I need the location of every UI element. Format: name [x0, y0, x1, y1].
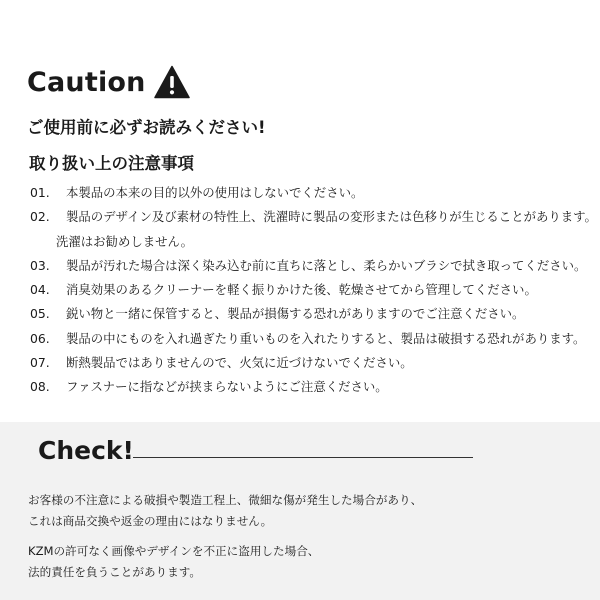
item-text: 本製品の本来の目的以外の使用はしないでください。 [66, 185, 364, 200]
read-before-use-notice: ご使用前に必ずお読みください! [27, 118, 266, 137]
item-number: 08. [30, 379, 50, 395]
item-number: 07. [30, 355, 50, 371]
copyright-notice [28, 541, 319, 583]
handling-precautions-title: 取り扱い上の注意事項 [29, 154, 194, 173]
item-text: 鋭い物と一緒に保管すると、製品が損傷する恐れがありますのでご注意ください。 [66, 306, 525, 322]
list-item [30, 327, 590, 351]
list-item [30, 205, 597, 229]
copyright-line: 法的責任を負うことがあります。 [28, 565, 201, 579]
item-number: 02. [30, 209, 50, 225]
item-text: 消臭効果のあるクリーナーを軽く振りかけた後、乾燥させてから管理してください。 [66, 282, 537, 298]
check-header [38, 432, 134, 468]
precautions-list [30, 181, 597, 400]
list-item [30, 302, 590, 326]
item-text: 洗濯はお勧めしません。 [56, 233, 194, 249]
disclaimer-line: これは商品交換や返金の理由にはなりません。 [28, 514, 273, 528]
item-text: 製品のデザイン及び素材の特性上、洗濯時に製品の変形または色移りが生じることがあります。 [66, 209, 597, 225]
item-text: 製品が汚れた場合は深く染み込む前に直ちに落とし、柔らかいブラシで拭き取ってください。 [66, 257, 587, 273]
damage-disclaimer [28, 490, 422, 532]
list-item [30, 351, 590, 375]
item-text: 製品の中にものを入れ過ぎたり重いものを入れたりすると、製品は破損する恐れがあります。 [66, 330, 586, 346]
check-divider [133, 457, 473, 458]
item-number: 06. [30, 330, 50, 346]
list-item [30, 278, 590, 302]
item-number: 05. [30, 306, 50, 322]
caution-title: Caution [27, 66, 146, 98]
list-item [30, 375, 590, 399]
caution-header [27, 62, 190, 102]
list-item [30, 254, 590, 278]
copyright-line: KZMの許可なく画像やデザインを不正に盗用した場合、 [28, 544, 320, 558]
warning-triangle-icon [154, 65, 190, 99]
disclaimer-line: お客様の不注意による破損や製造工程上、微細な傷が発生した場合があり、 [28, 493, 423, 507]
item-number: 03. [30, 257, 50, 273]
list-item-continuation [30, 230, 590, 254]
check-title: Check! [38, 435, 134, 465]
item-number: 04. [30, 282, 50, 298]
item-number: 01. [30, 185, 50, 200]
list-item [30, 181, 590, 205]
item-text: 断熱製品ではありませんので、火気に近づけないでください。 [66, 355, 413, 371]
item-text: ファスナーに指などが挟まらないようにご注意ください。 [66, 379, 388, 395]
